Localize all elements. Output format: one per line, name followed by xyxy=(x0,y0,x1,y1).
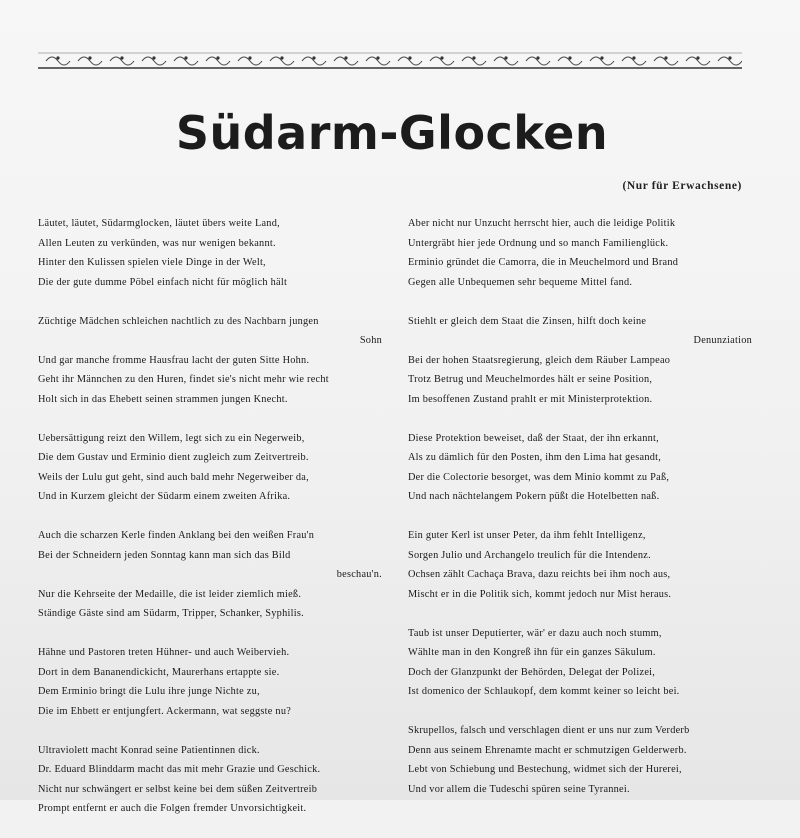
verse-line: Die im Ehbett er entjungfert. Ackermann, wat seggste nu? xyxy=(38,705,292,717)
verse-line: Und vor allem die Tudeschi spüren seine Tyrannei. xyxy=(408,783,630,795)
verse-line: Als zu dämlich für den Posten, ihm den Lima hat gesandt, xyxy=(408,452,662,463)
stanza xyxy=(408,312,756,410)
verse-line: Uebersättigung reizt den Willem, legt sich zu ein Negerweib, xyxy=(38,432,305,444)
verse-line: Doch der Glanzpunkt der Behörden, Delegat der Polizei, xyxy=(408,666,656,678)
stanza xyxy=(408,214,756,292)
stanza xyxy=(38,741,386,819)
verse-line: Ständige Gäste sind am Südarm, Tripper, Schanker, Syphilis. xyxy=(38,608,304,619)
verse-line: Züchtige Mädchen schleichen nachtlich zu des Nachbarn jungen xyxy=(38,315,319,327)
stanza xyxy=(38,214,386,292)
verse-line: Allen Leuten zu verkünden, was nur wenigen bekannt. xyxy=(38,237,276,249)
verse-line: Denn aus seinem Ehrenamte macht er schmutzigen Gelderwerb. xyxy=(408,744,687,756)
verse-line: Untergräbt hier jede Ordnung und so manch Familienglück. xyxy=(408,237,669,249)
verse-line: Sorgen Julio und Archangelo treulich für die Intendenz. xyxy=(408,549,651,561)
verse-line: Taub ist unser Deputierter, wär' er dazu auch noch stumm, xyxy=(408,627,662,639)
verse-line: Geht ihr Männchen zu den Huren, findet sie's nicht mehr wie recht xyxy=(38,374,329,385)
stanza xyxy=(38,312,386,410)
verse-line: Und nach nächtelangem Pokern püßt die Hotelbetten naß. xyxy=(408,491,660,502)
stanza xyxy=(408,526,756,604)
verse-line: Denunziation xyxy=(693,335,752,346)
verse-line: Weils der Lulu gut geht, sind auch bald mehr Negerweiber da, xyxy=(38,471,309,483)
verse-line: Dort in dem Bananendickicht, Maurerhans ertappte sie. xyxy=(38,666,280,678)
verse-line: Aber nicht nur Unzucht herrscht hier, auch die leidige Politik xyxy=(408,218,676,229)
verse-line: Ultraviolett macht Konrad seine Patientinnen dick. xyxy=(38,744,260,756)
page-subtitle: (Nur für Erwachsene) xyxy=(622,180,742,192)
verse-line: Nur die Kehrseite der Medaille, die ist leider ziemlich mieß. xyxy=(38,588,302,600)
verse-line: Diese Protektion beweiset, daß der Staat, der ihn erkannt, xyxy=(408,432,659,444)
stanza xyxy=(408,429,756,507)
verse-line: Ist domenico der Schlaukopf, dem kommt keiner so leicht bei. xyxy=(408,686,680,697)
verse-line: Sohn xyxy=(359,335,382,346)
verse-line: Wählte man in den Kongreß ihn für ein ganzes Säkulum. xyxy=(408,647,656,658)
verse-line: Dem Erminio bringt die Lulu ihre junge Nichte zu, xyxy=(38,686,260,697)
verse-line: Dr. Eduard Blinddarm macht das mit mehr Grazie und Geschick. xyxy=(38,764,321,775)
verse-line: Holt sich in das Ehebett seinen strammen jungen Knecht. xyxy=(38,393,288,405)
verse-line: Die dem Gustav und Erminio dient zugleich zum Zeitvertreib. xyxy=(38,452,309,463)
verse-line: Ein guter Kerl ist unser Peter, da ihm fehlt Intelligenz, xyxy=(408,530,646,541)
right-column xyxy=(408,214,756,819)
verse-line: Der die Colectorie besorget, was dem Minio kommt zu Paß, xyxy=(408,471,670,483)
verse-line: Hinter den Kulissen spielen viele Dinge in der Welt, xyxy=(38,257,266,268)
verse-line: Im besoffenen Zustand prahlt er mit Ministerprotektion. xyxy=(408,393,653,405)
verse-line: Stiehlt er gleich dem Staat die Zinsen, hilft doch keine xyxy=(408,315,647,327)
verse-line: Mischt er in die Politik sich, kommt jedoch nur Mist heraus. xyxy=(408,588,672,600)
verse-line: Die der gute dumme Pöbel einfach nicht für möglich hält xyxy=(38,276,288,288)
verse-line: Bei der hohen Staatsregierung, gleich dem Räuber Lampeao xyxy=(408,354,671,366)
verse-line: Bei der Schneidern jeden Sonntag kann man sich das Bild xyxy=(38,549,291,561)
left-column xyxy=(38,214,386,838)
verse-line: Gegen alle Unbequemen sehr bequeme Mittel fand. xyxy=(408,276,633,288)
verse-line: Auch die scharzen Kerle finden Anklang bei den weißen Frau'n xyxy=(38,530,315,541)
verse-line: Prompt entfernt er auch die Folgen fremder Unvorsichtigkeit. xyxy=(38,803,307,814)
stanza xyxy=(408,624,756,702)
verse-line: Ochsen zählt Cachaça Brava, dazu reichts bei ihm noch aus, xyxy=(408,569,671,580)
stanza xyxy=(38,643,386,721)
stanza xyxy=(408,721,756,799)
stanza xyxy=(38,429,386,507)
verse-line: Und gar manche fromme Hausfrau lacht der guten Sitte Hohn. xyxy=(38,354,310,366)
verse-line: Hähne und Pastoren treten Hühner- und auch Weibervieh. xyxy=(38,647,290,658)
verse-line: beschau'n. xyxy=(336,569,382,580)
decorative-border-icon xyxy=(38,50,742,70)
stanza xyxy=(38,526,386,624)
verse-line: Lebt von Schiebung und Bestechung, widmet sich der Hurerei, xyxy=(408,764,682,775)
verse-line: Trotz Betrug und Meuchelmordes hält er seine Position, xyxy=(408,374,653,385)
verse-line: Erminio gründet die Camorra, die in Meuchelmord und Brand xyxy=(408,257,679,268)
verse-line: Läutet, läutet, Südarmglocken, läutet übers weite Land, xyxy=(38,218,280,229)
verse-line: Nicht nur schwängert er selbst keine bei dem süßen Zeitvertreib xyxy=(38,783,318,795)
verse-line: Skrupellos, falsch und verschlagen dient er uns nur zum Verderb xyxy=(408,725,690,736)
verse-line: Und in Kurzem gleicht der Südarm einem zweiten Afrika. xyxy=(38,491,291,502)
page-title: Südarm-Glocken xyxy=(175,106,609,160)
